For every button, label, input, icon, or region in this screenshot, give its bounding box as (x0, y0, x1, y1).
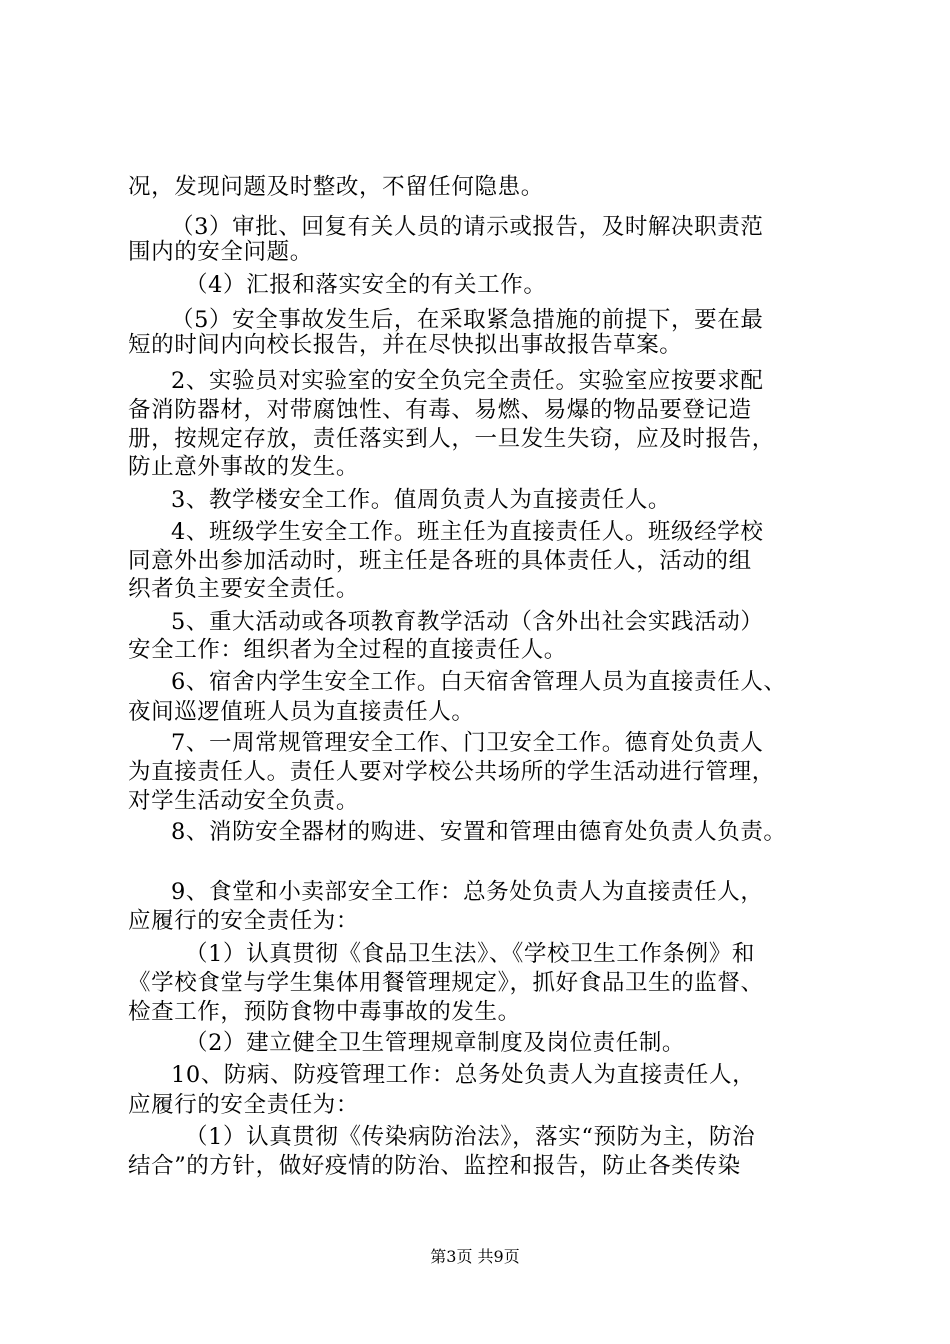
text-line: （4）汇报和落实安全的有关工作。 (185, 272, 547, 298)
page-number-footer: 第3页 共9页 (430, 1247, 520, 1266)
text-line: 防止意外事故的发生。 (128, 454, 360, 480)
text-line: 6、宿舍内学生安全工作。白天宿舍管理人员为直接责任人、 (171, 669, 787, 695)
text-line: 9、食堂和小卖部安全工作：总务处负责人为直接责任人， (171, 879, 764, 905)
text-line: 4、班级学生安全工作。班主任为直接责任人。班级经学校 (171, 519, 764, 545)
text-line: 应履行的安全责任为： (128, 1092, 360, 1118)
text-line: 5、重大活动或各项教育教学活动（含外出社会实践活动） (171, 609, 764, 635)
text-line: 应履行的安全责任为： (128, 908, 360, 934)
text-line: 册，按规定存放，责任落实到人，一旦发生失窃，应及时报告， (128, 426, 775, 452)
text-line: 为直接责任人。责任人要对学校公共场所的学生活动进行管理， (128, 759, 775, 785)
text-line: 检查工作，预防食物中毒事故的发生。 (128, 999, 521, 1025)
text-line: 同意外出参加活动时，班主任是各班的具体责任人，活动的组 (128, 548, 752, 574)
text-line: 对学生活动安全负责。 (128, 788, 360, 814)
text-line: 10、防病、防疫管理工作：总务处负责人为直接责任人， (171, 1062, 756, 1088)
text-line: 围内的安全问题。 (128, 239, 313, 265)
text-line: 短的时间内向校长报告，并在尽快拟出事故报告草案。 (128, 332, 683, 358)
text-line: 3、教学楼安全工作。值周负责人为直接责任人。 (171, 487, 672, 513)
text-line: （3）审批、回复有关人员的请示或报告，及时解决职责范 (171, 214, 764, 240)
text-line: 2、实验员对实验室的安全负完全责任。实验室应按要求配 (171, 368, 764, 394)
text-line: 8、消防安全器材的购进、安置和管理由德育处负责人负责。 (171, 819, 787, 845)
text-line: 织者负主要安全责任。 (128, 576, 360, 602)
text-line: 7、一周常规管理安全工作、门卫安全工作。德育处负责人 (171, 730, 764, 756)
text-line: （2）建立健全卫生管理规章制度及岗位责任制。 (185, 1030, 686, 1056)
text-line: 结合”的方针，做好疫情的防治、监控和报告，防止各类传染 (128, 1153, 741, 1179)
text-line: （1）认真贯彻《食品卫生法》、《学校卫生工作条例》和 (185, 941, 755, 967)
text-line: 况，发现问题及时整改，不留任何隐患。 (128, 174, 544, 200)
text-line: 备消防器材，对带腐蚀性、有毒、易燃、易爆的物品要登记造 (128, 397, 752, 423)
text-line: 夜间巡逻值班人员为直接责任人。 (128, 699, 475, 725)
text-line: （5）安全事故发生后，在采取紧急措施的前提下，要在最 (171, 307, 764, 333)
text-line: 《学校食堂与学生集体用餐管理规定》，抓好食品卫生的监督、 (128, 970, 764, 996)
text-line: 安全工作：组织者为全过程的直接责任人。 (128, 637, 567, 663)
text-line: （1）认真贯彻《传染病防治法》，落实“预防为主，防治 (185, 1124, 756, 1150)
